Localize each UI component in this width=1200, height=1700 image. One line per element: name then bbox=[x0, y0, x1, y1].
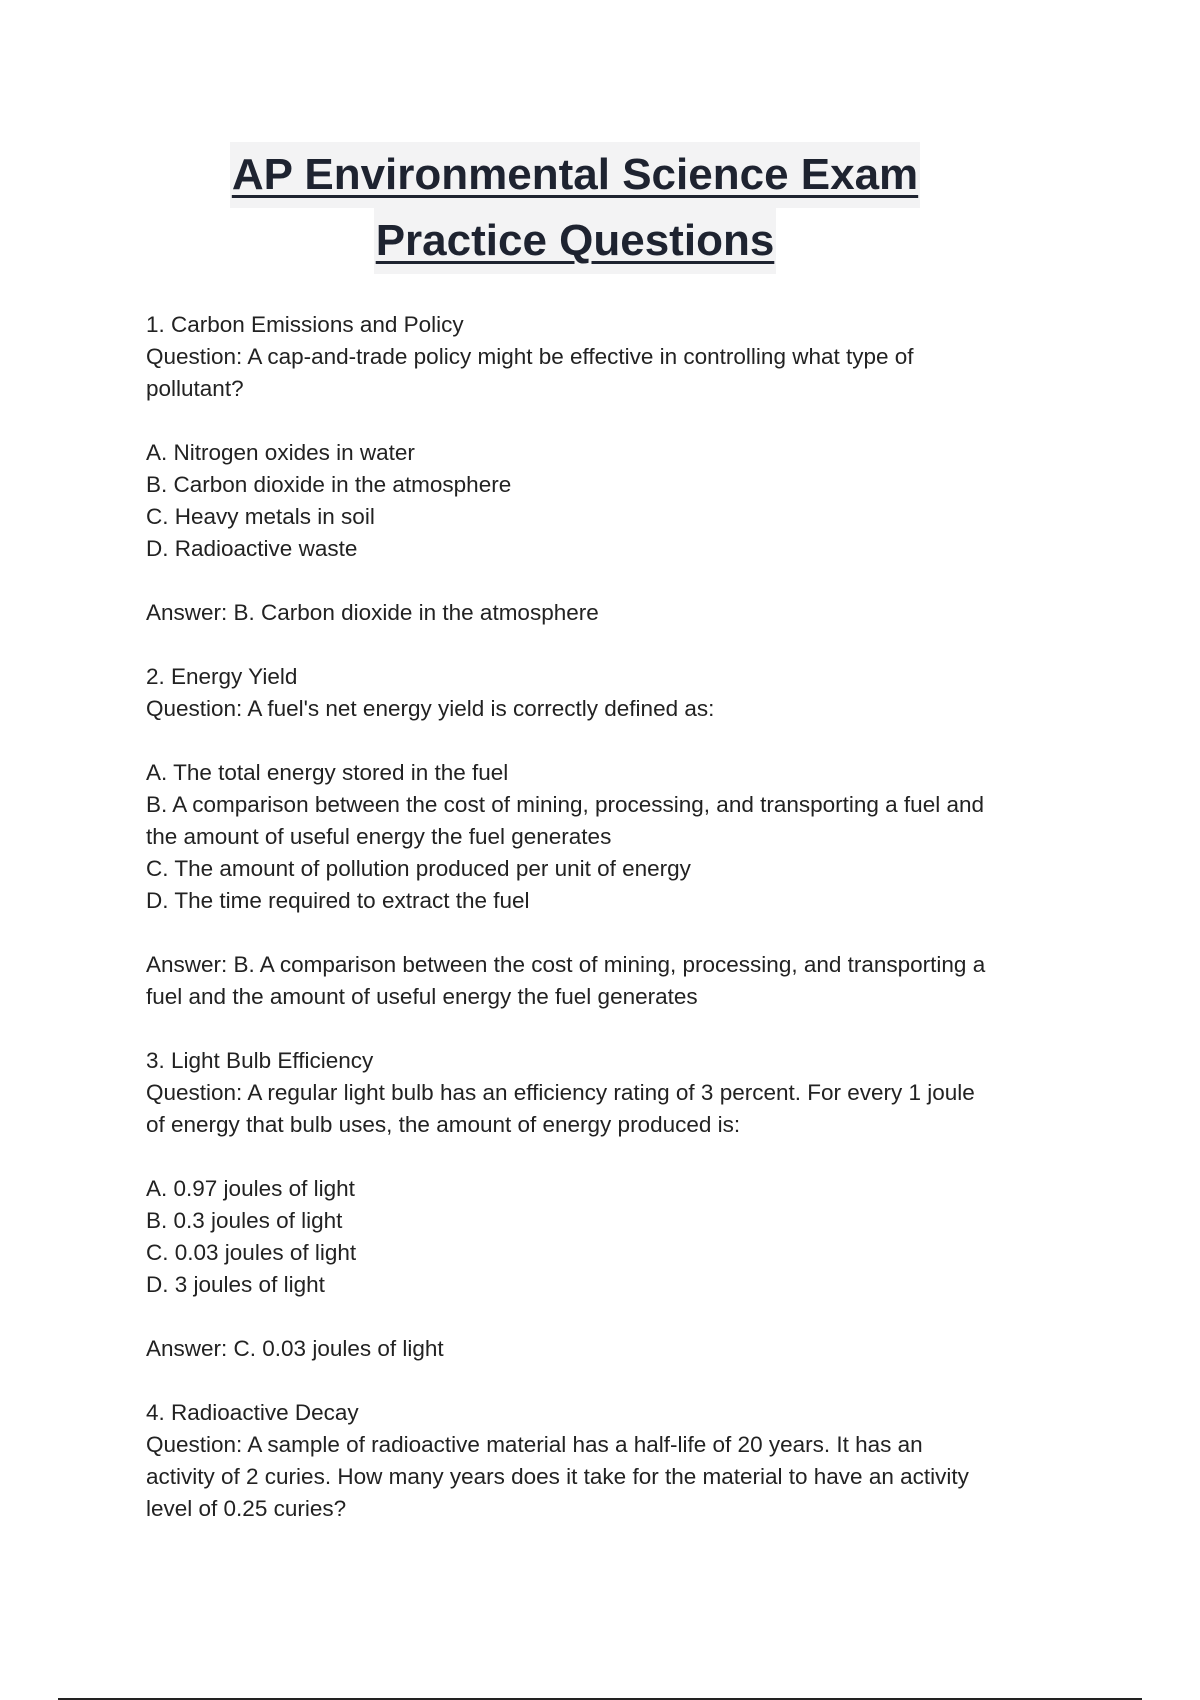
answer-line: fuel and the amount of useful energy the fuel generates bbox=[146, 984, 698, 1009]
document-title bbox=[150, 142, 1000, 274]
title-line-1: AP Environmental Science Exam bbox=[230, 142, 920, 208]
answer-option: B. 0.3 joules of light bbox=[146, 1208, 343, 1233]
question-text-line: Question: A sample of radioactive material has a half-life of 20 years. It has an bbox=[146, 1432, 923, 1457]
question-heading: 4. Radioactive Decay bbox=[146, 1400, 359, 1425]
question-block-4 bbox=[146, 1397, 1066, 1525]
answer-option: the amount of useful energy the fuel generates bbox=[146, 824, 612, 849]
answer-option: A. Nitrogen oxides in water bbox=[146, 440, 415, 465]
answer-option: C. The amount of pollution produced per unit of energy bbox=[146, 856, 691, 881]
answer-option: B. Carbon dioxide in the atmosphere bbox=[146, 472, 512, 497]
answer-option: D. The time required to extract the fuel bbox=[146, 888, 530, 913]
answer-option: D. 3 joules of light bbox=[146, 1272, 325, 1297]
question-heading: 1. Carbon Emissions and Policy bbox=[146, 312, 464, 337]
question-text-line: activity of 2 curies. How many years does it take for the material to have an activity bbox=[146, 1464, 969, 1489]
answer-option: B. A comparison between the cost of mining, processing, and transporting a fuel and bbox=[146, 792, 985, 817]
question-block-1 bbox=[146, 309, 1066, 661]
title-line-2: Practice Questions bbox=[374, 208, 777, 274]
answer-option: D. Radioactive waste bbox=[146, 536, 358, 561]
answer-line: Answer: B. A comparison between the cost of mining, processing, and transporting a bbox=[146, 952, 986, 977]
answer-option: C. Heavy metals in soil bbox=[146, 504, 375, 529]
answer-option: A. The total energy stored in the fuel bbox=[146, 760, 509, 785]
answer-line: Answer: B. Carbon dioxide in the atmosphere bbox=[146, 600, 599, 625]
questions-content bbox=[146, 309, 1066, 1525]
question-text-line: Question: A regular light bulb has an efficiency rating of 3 percent. For every 1 joule bbox=[146, 1080, 975, 1105]
question-text-line: of energy that bulb uses, the amount of energy produced is: bbox=[146, 1112, 741, 1137]
question-text-line: level of 0.25 curies? bbox=[146, 1496, 347, 1521]
question-block-3 bbox=[146, 1045, 1066, 1397]
question-block-2 bbox=[146, 661, 1066, 1045]
answer-option: C. 0.03 joules of light bbox=[146, 1240, 357, 1265]
question-text-line: pollutant? bbox=[146, 376, 244, 401]
question-text-line: Question: A fuel's net energy yield is correctly defined as: bbox=[146, 696, 715, 721]
question-heading: 2. Energy Yield bbox=[146, 664, 298, 689]
question-text-line: Question: A cap-and-trade policy might be effective in controlling what type of bbox=[146, 344, 914, 369]
answer-option: A. 0.97 joules of light bbox=[146, 1176, 355, 1201]
question-heading: 3. Light Bulb Efficiency bbox=[146, 1048, 374, 1073]
answer-line: Answer: C. 0.03 joules of light bbox=[146, 1336, 444, 1361]
